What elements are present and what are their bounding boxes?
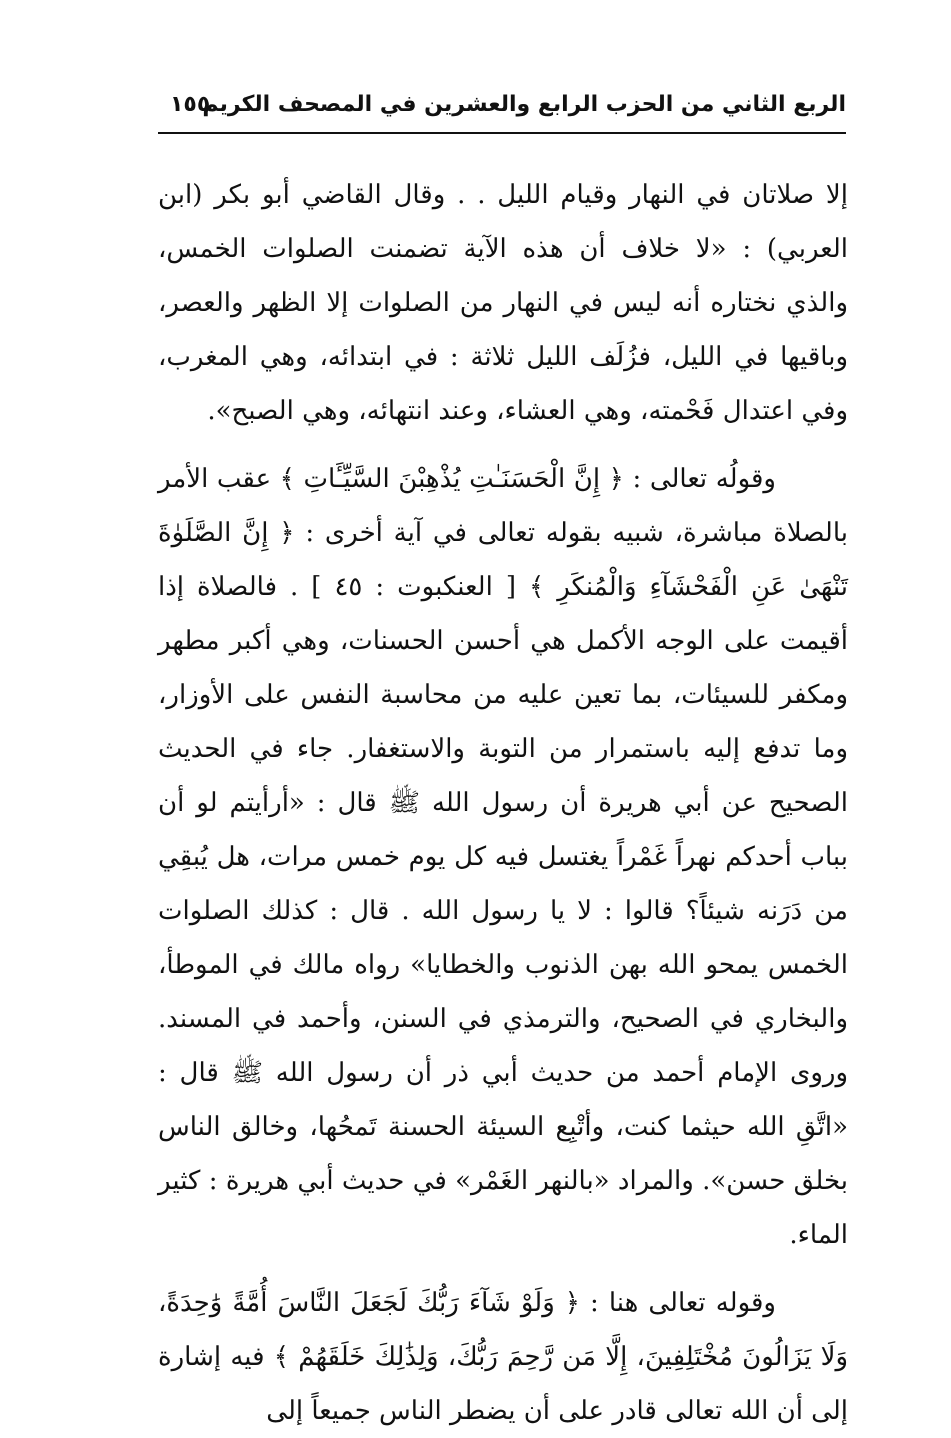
paragraph: وقولُه تعالى : ﴿ إِنَّ الْحَسَنَـٰتِ يُذْهِبْنَ السَّيِّـَٔاتِ ﴾ عقب الأمر بالصلاة مباشرة، شبيه بقوله تعالى في آية أخرى : ﴿ إِنَّ الصَّلَوٰةَ تَنْهَىٰ عَنِ الْفَحْشَآءِ وَالْمُنكَرِ ﴾ [ العنكبوت : ٤٥ ] . فالصلاة إذا أقيمت على الوجه الأكمل هي أحسن الحسنات، وهي أكبر مطهر ومكفر للسيئات، بما تعين عليه من محاسبة النفس على الأوزار، وما تدفع إليه باستمرار من التوبة والاستغفار. جاء في الحديث الصحيح عن أبي هريرة أن رسول الله ﷺ قال : «أرأيتم لو أن بباب أحدكم نهراً غَمْراً يغتسل فيه كل يوم خمس مرات، هل يُبقِي من دَرَنه شيئاً؟ قالوا : لا يا رسول الله . قال : كذلك الصلوات الخمس يمحو الله بهن الذنوب والخطايا» رواه مالك في الموطأ، والبخاري في الصحيح، والترمذي في السنن، وأحمد في المسند. وروى الإمام أحمد من حديث أبي ذر أن رسول الله ﷺ قال : «اتَّقِ الله حيثما كنت، وأتْبِع السيئة الحسنة تَمحُها، وخالق الناس بخلق حسن». والمراد «بالنهر الغَمْر» في حديث أبي هريرة : كثير الماء. [158, 464, 848, 1250]
running-header [158, 88, 846, 134]
body-text [158, 168, 848, 1438]
paragraph: وقوله تعالى هنا : ﴿ وَلَوْ شَآءَ رَبُّكَ لَجَعَلَ النَّاسَ أُمَّةً وَٰحِدَةً، وَلَا يَزَالُونَ مُخْتَلِفِينَ، إِلَّا مَن رَّحِمَ رَبُّكَ، وَلِذَٰلِكَ خَلَقَهُمْ ﴾ فيه إشارة إلى أن الله تعالى قادر على أن يضطر الناس جميعاً إلى [158, 1288, 848, 1426]
page-number: ١٥٥ [170, 92, 211, 117]
header-title: الربع الثاني من الحزب الرابع والعشرين في المصحف الكريم [202, 92, 846, 117]
paragraph: إلا صلاتان في النهار وقيام الليل . . وقال القاضي أبو بكر (ابن العربي) : «لا خلاف أن هذه الآية تضمنت الصلوات الخمس، والذي نختاره أنه ليس في النهار من الصلوات إلا الظهر والعصر، وباقيها في الليل، فزُلَف الليل ثلاثة : في ابتدائه، وهي المغرب، وفي اعتدال فَحْمته، وهي العشاء، وعند انتهائه، وهي الصبح». [158, 180, 848, 426]
